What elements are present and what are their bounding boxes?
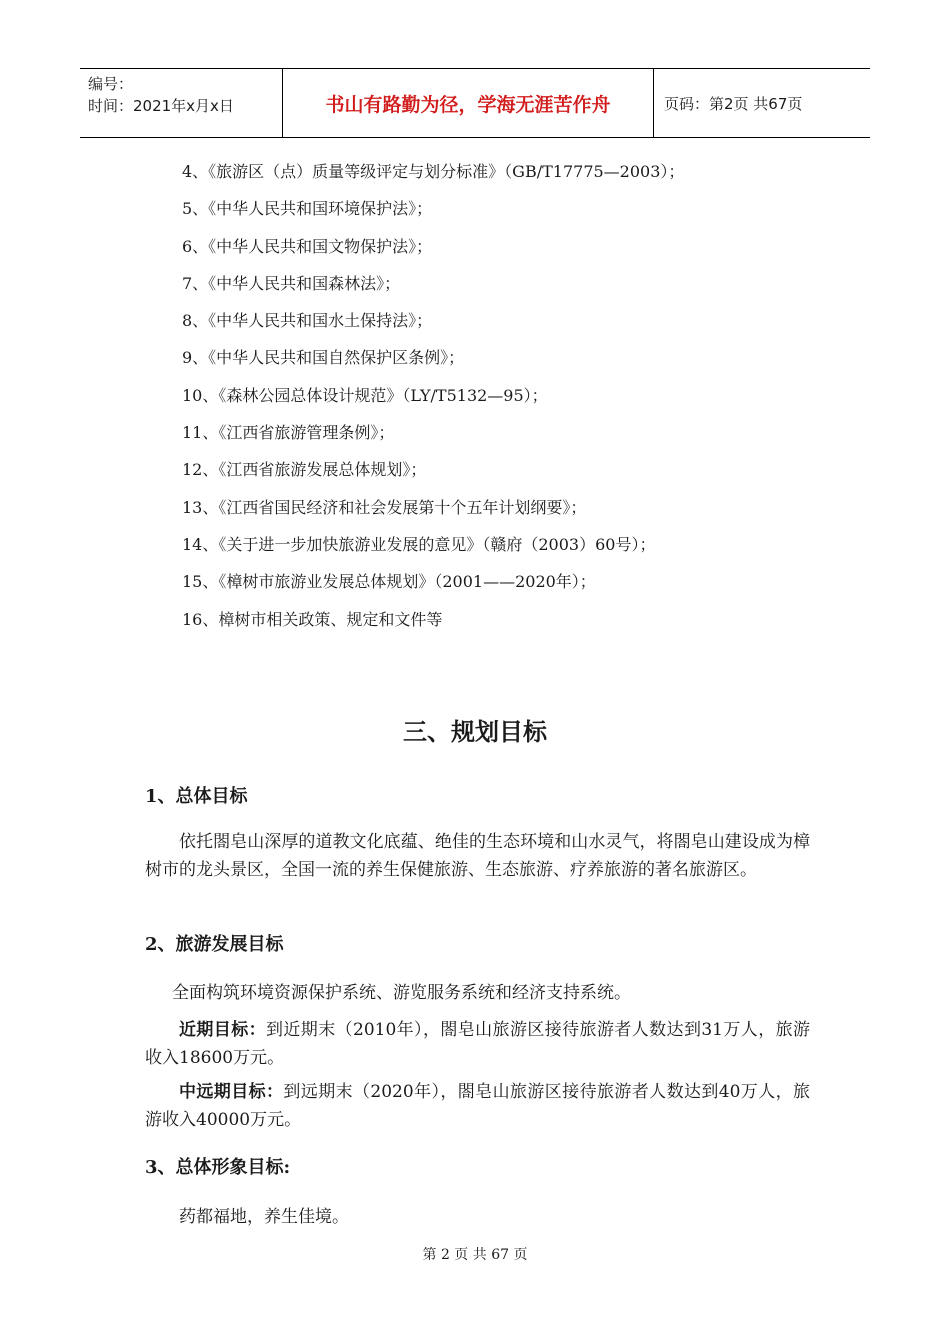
document-number-label: 编号： bbox=[88, 75, 134, 93]
page-footer: 第 2 页 共 67 页 bbox=[422, 1247, 528, 1263]
goal1-text: 依托閤皂山深厚的道教文化底蕴、绝佳的生态环境和山水灵气，将閤皂山建设成为樟树市的龙头景区，全国一流的养生保健旅游、生态旅游、疗养旅游的著名旅游区。 bbox=[145, 832, 810, 880]
reference-item: 6、《中华人民共和国文物保护法》； bbox=[182, 236, 433, 256]
reference-item: 11、《江西省旅游管理条例》； bbox=[182, 423, 395, 443]
reference-item: 13、《江西省国民经济和社会发展第十个五年计划纲要》； bbox=[182, 497, 587, 517]
reference-list bbox=[182, 158, 684, 643]
section-title: 三、规划目标 bbox=[403, 718, 547, 746]
header-motto: 书山有路勤为径，学海无涯苦作舟 bbox=[282, 69, 654, 137]
reference-item: 4、《旅游区（点）质量等级评定与划分标准》（GB/T17775—2003）； bbox=[182, 162, 685, 181]
goal2-heading: 2、旅游发展目标 bbox=[145, 934, 284, 955]
reference-item: 16、樟树市相关政策、规定和文件等 bbox=[182, 609, 443, 629]
near-term-goal bbox=[145, 1016, 810, 1072]
near-term-label: 近期目标： bbox=[179, 1020, 266, 1040]
long-term-text: 到远期末（2020年），閤皂山旅游区接待旅游者人数达到40万人，旅游收入40000万元。 bbox=[145, 1082, 810, 1130]
page-header bbox=[80, 68, 870, 138]
reference-item: 14、《关于进一步加快旅游业发展的意见》（赣府（2003）60号）； bbox=[182, 534, 656, 554]
near-term-text: 到近期末（2010年），閤皂山旅游区接待旅游者人数达到31万人，旅游收入18600万元。 bbox=[145, 1020, 810, 1068]
goal3-heading: 3、总体形象目标: bbox=[145, 1157, 291, 1178]
reference-item: 8、《中华人民共和国水土保持法》； bbox=[182, 311, 433, 331]
reference-item: 5、《中华人民共和国环境保护法》； bbox=[182, 199, 433, 219]
reference-item: 7、《中华人民共和国森林法》； bbox=[182, 273, 401, 293]
long-term-goal bbox=[145, 1078, 810, 1134]
reference-item: 9、《中华人民共和国自然保护区条例》； bbox=[182, 348, 465, 368]
reference-item: 10、《森林公园总体设计规范》（LY/T5132—95）； bbox=[182, 385, 548, 405]
document-date-label: 时间：2021年x月x日 bbox=[88, 97, 234, 115]
header-meta bbox=[80, 69, 282, 137]
reference-item: 12、《江西省旅游发展总体规划》； bbox=[182, 460, 427, 480]
goal2-intro: 全面构筑环境资源保护系统、游览服务系统和经济支持系统。 bbox=[172, 983, 631, 1003]
goal3-text: 药都福地，养生佳境。 bbox=[179, 1207, 349, 1227]
long-term-label: 中远期目标： bbox=[179, 1082, 284, 1102]
goal1-heading: 1、总体目标 bbox=[145, 786, 248, 807]
reference-item: 15、《樟树市旅游业发展总体规划》（2001——2020年）； bbox=[182, 572, 596, 592]
header-page-info: 页码：第2页 共67页 bbox=[664, 94, 803, 113]
